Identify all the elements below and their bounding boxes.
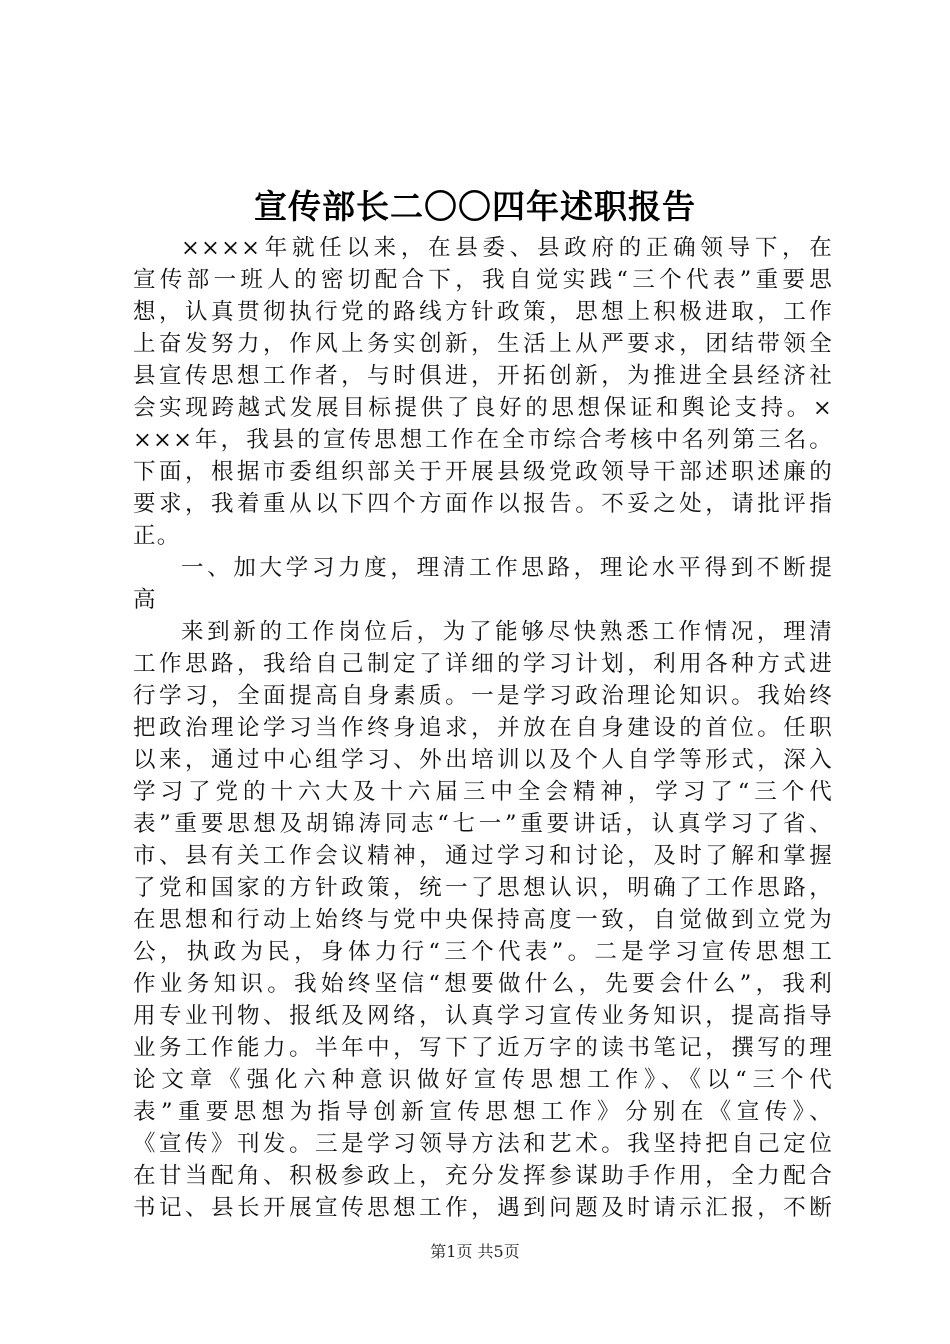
body-line: 在思想和行动上始终与党中央保持高度一致，自觉做到立党为 [133, 907, 833, 933]
body-line: 书记、县长开展宣传思想工作，遇到问题及时请示汇报，不断 [133, 1195, 833, 1221]
body-line: 以来，通过中心组学习、外出培训以及个人自学等形式，深入 [133, 747, 833, 773]
body-line: 业务工作能力。半年中，写下了近万字的读书笔记，撰写的理 [133, 1035, 833, 1061]
body-line: 公，执政为民，身体力行“三个代表”。二是学习宣传思想工 [133, 939, 833, 965]
section-heading-line: 高 [133, 587, 157, 613]
body-line: 学习了党的十六大及十六届三中全会精神，学习了“三个代 [133, 779, 833, 805]
body-line: 在甘当配角、积极参政上，充分发挥参谋助手作用，全力配合 [133, 1163, 833, 1189]
body-line: 想，认真贯彻执行党的路线方针政策，思想上积极进取，工作 [133, 299, 833, 325]
body-line: 宣传部一班人的密切配合下，我自觉实践“三个代表”重要思 [133, 267, 833, 293]
body-line: 上奋发努力，作风上务实创新，生活上从严要求，团结带领全 [133, 331, 833, 357]
page-footer: 第1页 共5页 [430, 1242, 520, 1261]
body-line: 用专业刊物、报纸及网络，认真学习宣传业务知识，提高指导 [133, 1003, 833, 1029]
body-line: ×××年，我县的宣传思想工作在全市综合考核中名列第三名。 [133, 427, 833, 453]
body-line: 要求，我着重从以下四个方面作以报告。不妥之处，请批评指 [133, 491, 833, 517]
body-line: ××××年就任以来，在县委、县政府的正确领导下，在 [181, 235, 833, 261]
body-line: 论文章《强化六种意识做好宣传思想工作》、《以“三个代 [133, 1067, 833, 1093]
body-line: 工作思路，我给自己制定了详细的学习计划，利用各种方式进 [133, 651, 833, 677]
body-line: 下面，根据市委组织部关于开展县级党政领导干部述职述廉的 [133, 459, 833, 485]
body-line: 了党和国家的方针政策，统一了思想认识，明确了工作思路， [133, 875, 833, 901]
body-line: 正。 [133, 523, 181, 549]
body-line: 《宣传》刊发。三是学习领导方法和艺术。我坚持把自己定位 [133, 1131, 833, 1157]
body-line: 市、县有关工作会议精神，通过学习和讨论，及时了解和掌握 [133, 843, 833, 869]
body-line: 把政治理论学习当作终身追求，并放在自身建设的首位。任职 [133, 715, 833, 741]
body-line: 行学习，全面提高自身素质。一是学习政治理论知识。我始终 [133, 683, 833, 709]
body-line: 会实现跨越式发展目标提供了良好的思想保证和舆论支持。× [133, 395, 833, 421]
section-heading-line: 一、加大学习力度，理清工作思路，理论水平得到不断提 [181, 555, 833, 581]
body-line: 县宣传思想工作者，与时俱进，开拓创新，为推进全县经济社 [133, 363, 833, 389]
document-body [133, 232, 833, 1224]
body-line: 来到新的工作岗位后，为了能够尽快熟悉工作情况，理清 [181, 619, 833, 645]
body-line: 表”重要思想为指导创新宣传思想工作》分别在《宣传》、 [133, 1099, 833, 1125]
body-line: 作业务知识。我始终坚信“想要做什么，先要会什么”，我利 [133, 971, 833, 997]
body-line: 表”重要思想及胡锦涛同志“七一”重要讲话，认真学习了省、 [133, 811, 833, 837]
document-title: 宣传部长二〇〇四年述职报告 [254, 187, 696, 226]
